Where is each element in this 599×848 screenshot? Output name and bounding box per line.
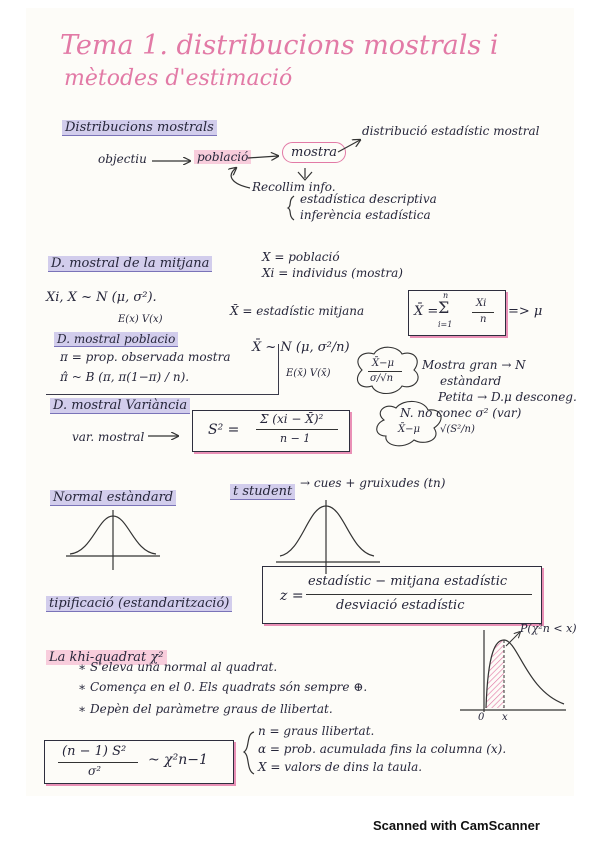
scanner-watermark: Scanned with CamScanner — [373, 818, 540, 833]
pi-definition: π = prop. observada mostra — [60, 350, 231, 364]
no-conec-label: N. no conec σ² (var) — [400, 406, 522, 420]
estandard-label: estàndard — [440, 374, 502, 388]
z-numerator: estadístic − mitjana estadístic — [308, 574, 508, 589]
mostra-gran: Mostra gran → N — [422, 358, 526, 372]
var-mostral-label: var. mostral — [72, 430, 145, 444]
xi-distribution: Xi, X ~ N (μ, σ²). — [46, 290, 157, 305]
khi-bullet-3: ∗ Depèn del paràmetre graus de llibertat. — [78, 702, 333, 716]
cues-label: → cues + gruixudes (tn) — [300, 476, 446, 490]
z-lhs: z = — [280, 588, 304, 604]
mostra-bubble: mostra — [282, 142, 346, 163]
khi-bullet-1: ∗ S'eleva una normal al quadrat. — [78, 660, 278, 674]
petita-label: Petita → D.μ desconeg. — [438, 390, 577, 404]
cloud2-frac-num: X̄−μ — [398, 424, 420, 435]
tends-mu: => μ — [508, 304, 543, 319]
sum-upper: n — [443, 291, 449, 300]
chi-formula-rhs: ~ χ²n−1 — [148, 752, 208, 768]
sum-lower: i=1 — [438, 320, 453, 329]
khi-bullet-2: ∗ Comença en el 0. Els quadrats són sempre ⊕. — [78, 680, 368, 694]
poblacio-label: població — [194, 150, 251, 164]
chi-formula-num: (n − 1) S² — [62, 744, 127, 759]
variance-lhs: S² = — [208, 422, 240, 438]
chi-plot-label: P(χ²n < x) — [520, 622, 577, 635]
cloud2-frac-den: √(S²/n) — [440, 424, 475, 435]
khi-quadrat-heading: La khi-quadrat χ² — [46, 650, 167, 665]
chi-axis-x: x — [502, 712, 508, 723]
mean-formula-lhs: X̄ = — [414, 304, 439, 319]
section-variancia-heading: D. mostral Variància — [50, 398, 190, 414]
sum-icon: Σ — [438, 298, 450, 317]
descriptiva-label: estadística descriptiva — [300, 192, 437, 206]
mean-frac-den: n — [480, 314, 487, 325]
xi-individus-def: Xi = individus (mostra) — [262, 266, 403, 280]
ex-vx-labels: E(x) V(x) — [118, 314, 163, 325]
objectiu-label: objectiu — [98, 152, 147, 166]
page-title-line1: Tema 1. distribucions mostrals i — [60, 30, 499, 61]
z-denominator: desviació estadístic — [336, 598, 465, 613]
cloud-frac-den: σ/√n — [370, 373, 394, 384]
cloud-frac-num: X̄−μ — [372, 358, 394, 369]
xbar-estadistic: X̄ = estadístic mitjana — [230, 304, 365, 318]
pi-distribution: π̂ ~ B (π, π(1−π) / n). — [60, 370, 190, 384]
tstudent-heading: t student — [230, 484, 295, 500]
chi-axis-zero: 0 — [478, 712, 485, 723]
n-definition: n = graus llibertat. — [258, 724, 375, 738]
page-title-line2: mètodes d'estimació — [64, 66, 293, 91]
recollim-label: Recollim info. — [252, 180, 336, 194]
tipificacio-heading: tipificació (estandarització) — [46, 596, 232, 612]
section-distribucions-heading: Distribucions mostrals — [62, 120, 217, 136]
x-definition: X = valors de dins la taula. — [258, 760, 423, 774]
normal-estandard-heading: Normal estàndard — [50, 490, 176, 506]
distribucio-label: distribució estadístic mostral — [362, 124, 540, 138]
variance-den: n − 1 — [280, 432, 311, 445]
xbar-distribution: X̄ ~ N (μ, σ²/n) — [252, 340, 350, 355]
x-poblacio-def: X = població — [262, 250, 340, 264]
alpha-definition: α = prob. acumulada fins la columna (x). — [258, 742, 507, 756]
variance-num: Σ (xi − X̄)² — [260, 412, 324, 426]
chi-formula-den: σ² — [88, 764, 102, 778]
section-poblacio-heading: D. mostral poblacio — [54, 332, 178, 347]
section-mitjana-heading: D. mostral de la mitjana — [48, 256, 212, 272]
ex-vx-bar-labels: E(x̄) V(x̄) — [286, 368, 331, 379]
inferencia-label: inferència estadística — [300, 208, 431, 222]
mean-frac-num: Xi — [476, 298, 487, 309]
